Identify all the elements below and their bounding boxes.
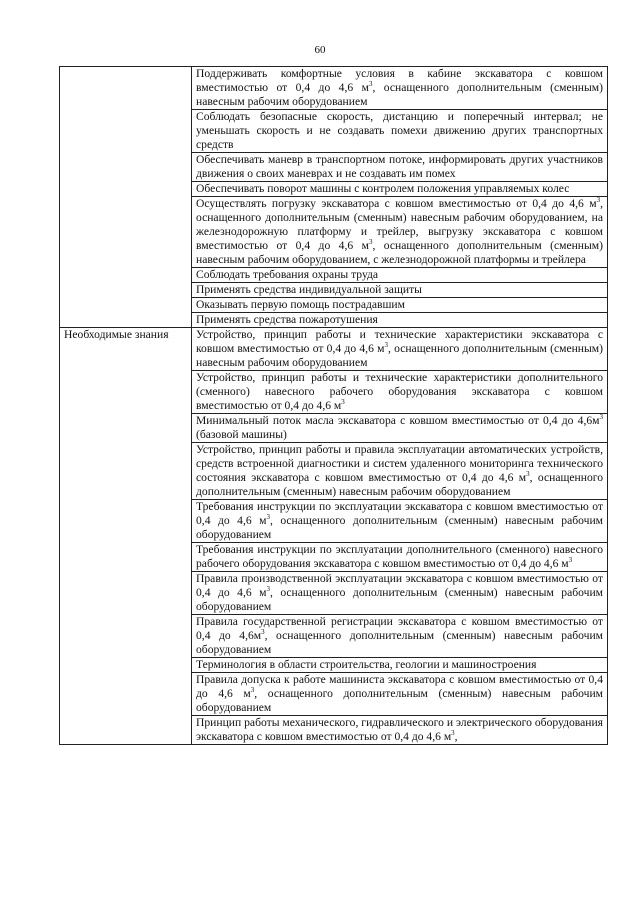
requirement-text: Правила производственной эксплуатации экскаватора с ковшом вместимостью от 0,4 до 4,6 $м^3$, оснащенного дополнительным (сменным) навесным рабочим оборудованием (196, 572, 603, 613)
requirement-cell (192, 572, 608, 615)
requirement-cell (192, 500, 608, 543)
table-row (60, 67, 608, 110)
requirement-text: Терминология в области строительства, геологии и машиностроения (196, 658, 537, 671)
requirement-cell (192, 313, 608, 328)
requirement-text: Оказывать первую помощь пострадавшим (196, 298, 405, 311)
requirement-cell (192, 153, 608, 182)
requirement-cell (192, 67, 608, 110)
requirement-text: Правила допуска к работе машиниста экскаватора с ковшом вместимостью от 0,4 до 4,6 $м^3$, оснащенного дополнительным (сменным) навесным рабочим оборудованием (196, 673, 603, 714)
requirement-cell (192, 182, 608, 197)
requirement-cell (192, 414, 608, 443)
requirement-cell (192, 328, 608, 371)
requirement-text: Принцип работы механического, гидравлического и электрического оборудования экскаватора с ковшом вместимостью от 0,4 до 4,6 $м^3$, (196, 716, 603, 743)
requirement-text: Устройство, принцип работы и технические характеристики экскаватора с ковшом вместимостью от 0,4 до 4,6 $м^3$, оснащенного дополнительным (сменным) навесным рабочим оборудованием (196, 328, 603, 369)
requirement-cell (192, 443, 608, 500)
requirement-text: Требования инструкции по эксплуатации экскаватора с ковшом вместимостью от 0,4 до 4,6 $м^3$, оснащенного дополнительным (сменным) навесным рабочим оборудованием (196, 500, 603, 541)
requirement-text: Устройство, принцип работы и правила эксплуатации автоматических устройств, средств встроенной диагностики и систем удаленного мониторинга технического состояния экскаватора с ковшом вместимостью от 0,4 до 4,6 $м^3$, оснащенного дополнительным (сменным) навесным рабочим оборудованием (196, 443, 604, 498)
requirement-cell (192, 673, 608, 716)
requirement-text: Применять средства индивидуальной защиты (196, 283, 422, 296)
table-body (60, 67, 608, 745)
section-label (60, 67, 192, 328)
requirement-text: Правила государственной регистрации экскаватора с ковшом вместимостью от 0,4 до $4,6м^3$, оснащенного дополнительным (сменным) навесным рабочим оборудованием (196, 615, 603, 656)
requirement-text: Минимальный поток масла экскаватора с ковшом вместимостью от 0,4 до $4,6м^3$ (базовой машины) (196, 413, 603, 441)
requirement-cell (192, 268, 608, 283)
requirement-text: Соблюдать безопасные скорость, дистанцию и поперечный интервал; не уменьшать скорость и не создавать помехи движению других транспортных средств (196, 110, 603, 151)
requirement-text: Осуществлять погрузку экскаватора с ковшом вместимостью от 0,4 до 4,6 $м^3$, оснащенного дополнительным (сменным) навесным рабочим оборудованием, на железнодорожную платформу и трейлер, выгрузку экскаватора с ковшом вместимостью от 0,4 до 4,6 $м^3$, оснащенного дополнительным (сменным) навесным рабочим оборудованием, с железнодорожной платформы и трейлера (196, 196, 603, 266)
requirement-text: Обеспечивать поворот машины с контролем положения управляемых колес (196, 182, 570, 195)
requirement-text: Требования инструкции по эксплуатации дополнительного (сменного) навесного рабочего оборудования экскаватора с ковшом вместимостью от 0,4 до 4,6 $м^3$ (196, 543, 603, 570)
requirement-cell (192, 371, 608, 414)
requirement-cell (192, 197, 608, 268)
requirement-cell (192, 615, 608, 658)
requirement-text: Соблюдать требования охраны труда (196, 268, 379, 281)
section-label: Необходимые знания (60, 328, 192, 745)
page-number: 60 (314, 44, 326, 56)
requirement-cell (192, 110, 608, 153)
table-row (60, 328, 608, 371)
requirement-text: Применять средства пожаротушения (196, 313, 378, 326)
requirement-text: Обеспечивать маневр в транспортном потоке, информировать других участников движения о своих маневрах и не создавать им помех (196, 153, 603, 180)
competency-table (59, 66, 608, 745)
requirement-cell (192, 298, 608, 313)
requirement-cell (192, 716, 608, 745)
requirement-cell (192, 283, 608, 298)
requirement-cell (192, 658, 608, 673)
requirement-cell (192, 543, 608, 572)
requirement-text: Поддерживать комфортные условия в кабине экскаватора с ковшом вместимостью от 0,4 до 4,6 $м^3$, оснащенного дополнительным (сменным) навесным рабочим оборудованием (196, 67, 603, 108)
requirement-text: Устройство, принцип работы и технические характеристики дополнительного (сменного) навесного рабочего оборудования экскаватора с ковшом вместимостью от 0,4 до 4,6 $м^3$ (196, 371, 603, 412)
